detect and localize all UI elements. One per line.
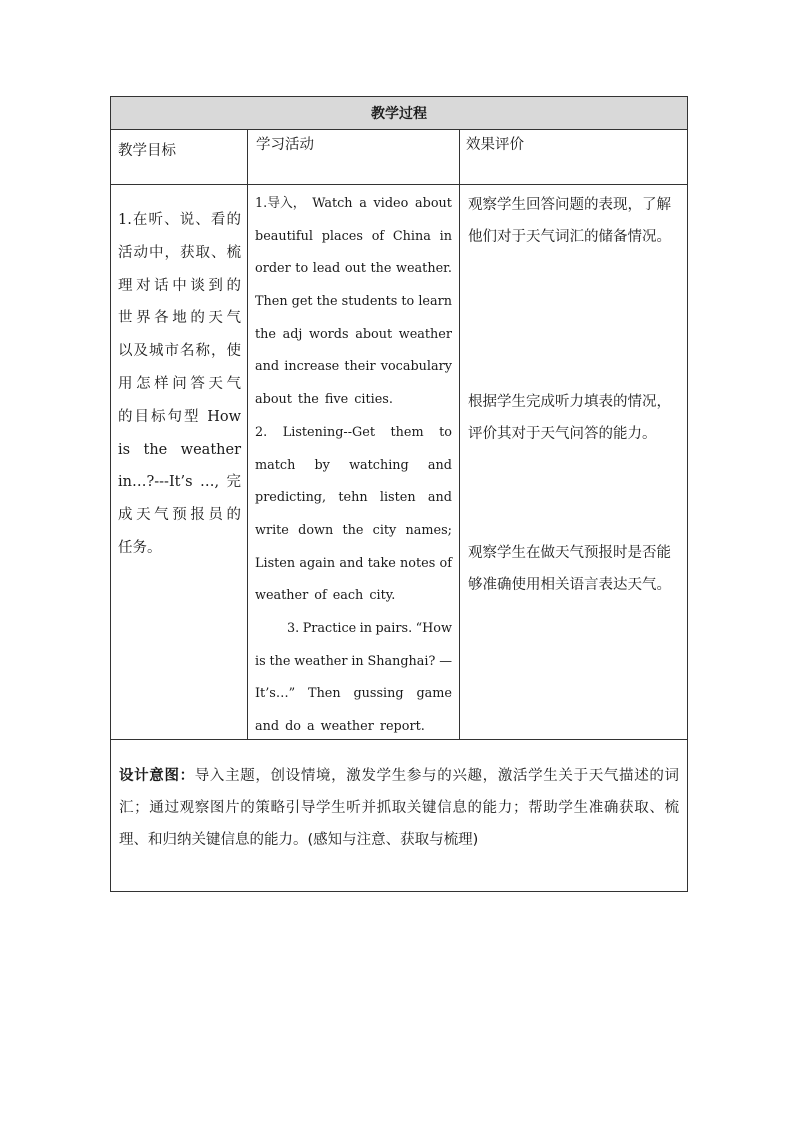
activity-line: beautiful places of China in (255, 228, 452, 244)
activity-line: weather of each city. (255, 588, 396, 604)
header-evaluation: 效果评价 (466, 137, 524, 153)
design-intent-label: 设计意图： (119, 768, 195, 784)
activity-line: 1.导入， Watch a video about (255, 196, 452, 211)
activity-line: It’s…” Then gussing game (255, 686, 452, 702)
goal-line: 用怎样问答天气 (118, 375, 241, 392)
activity-line: Listen again and take notes of (255, 555, 452, 571)
goal-line: 任务。 (118, 539, 162, 556)
header-goal: 教学目标 (111, 130, 248, 184)
goal-line: 成天气预报员的 (118, 507, 241, 524)
goal-line: 理对话中谈到的 (118, 277, 241, 294)
activity-line: and increase their vocabulary (255, 359, 452, 375)
goal-line: 1.在听、说、看的 (118, 212, 241, 228)
design-intent-text: 导入主题，创设情境，激发学生参与的兴趣，激活学生关于天气描述的词汇；通过观察图片的策略引导学生听并抓取关键信息的能力；帮助学生准确获取、梳理、和归纳关键信息的能力。(感知与注意、获取与梳理) (119, 768, 679, 848)
activity-line: is the weather in Shanghai? — (255, 653, 452, 669)
activity-line: match by watching and (255, 457, 452, 473)
activity-line: Then get the students to learn (255, 294, 452, 310)
activity-cell (248, 185, 460, 739)
activity-line: the adj words about weather (255, 326, 452, 342)
header-row (111, 130, 687, 185)
goal-line: in…?---It’s …, 完 (118, 474, 241, 491)
design-intent-row (111, 740, 687, 891)
activity-line: 3. Practice in pairs. “How (287, 620, 452, 636)
goal-line: 活动中，获取、梳 (118, 244, 241, 261)
goal-line: 世界各地的天气 (118, 310, 241, 327)
activity-line: about the five cities. (255, 392, 393, 408)
goal-line: is the weather (118, 441, 241, 458)
evaluation-item: 根据学生完成听力填表的情况，评价其对于天气问答的能力。 (468, 394, 671, 442)
evaluation-cell (460, 185, 687, 739)
evaluation-item: 观察学生回答问题的表现，了解他们对于天气词汇的储备情况。 (468, 197, 671, 245)
content-row (111, 185, 687, 740)
activity-line: 2. Listening--Get them to (255, 424, 452, 440)
goal-line: 的目标句型 How (118, 408, 241, 425)
evaluation-item: 观察学生在做天气预报时是否能够准确使用相关语言表达天气。 (468, 545, 671, 593)
teaching-process-table (110, 96, 688, 892)
activity-line: order to lead out the weather. (255, 261, 452, 277)
header-activity: 学习活动 (248, 130, 460, 184)
activity-line: write down the city names; (255, 522, 452, 538)
activity-line: predicting, tehn listen and (255, 490, 452, 506)
table-title: 教学过程 (111, 97, 687, 130)
goal-cell (111, 185, 248, 739)
goal-line: 以及城市名称，使 (118, 343, 241, 360)
activity-line: and do a weather report. (255, 719, 425, 734)
